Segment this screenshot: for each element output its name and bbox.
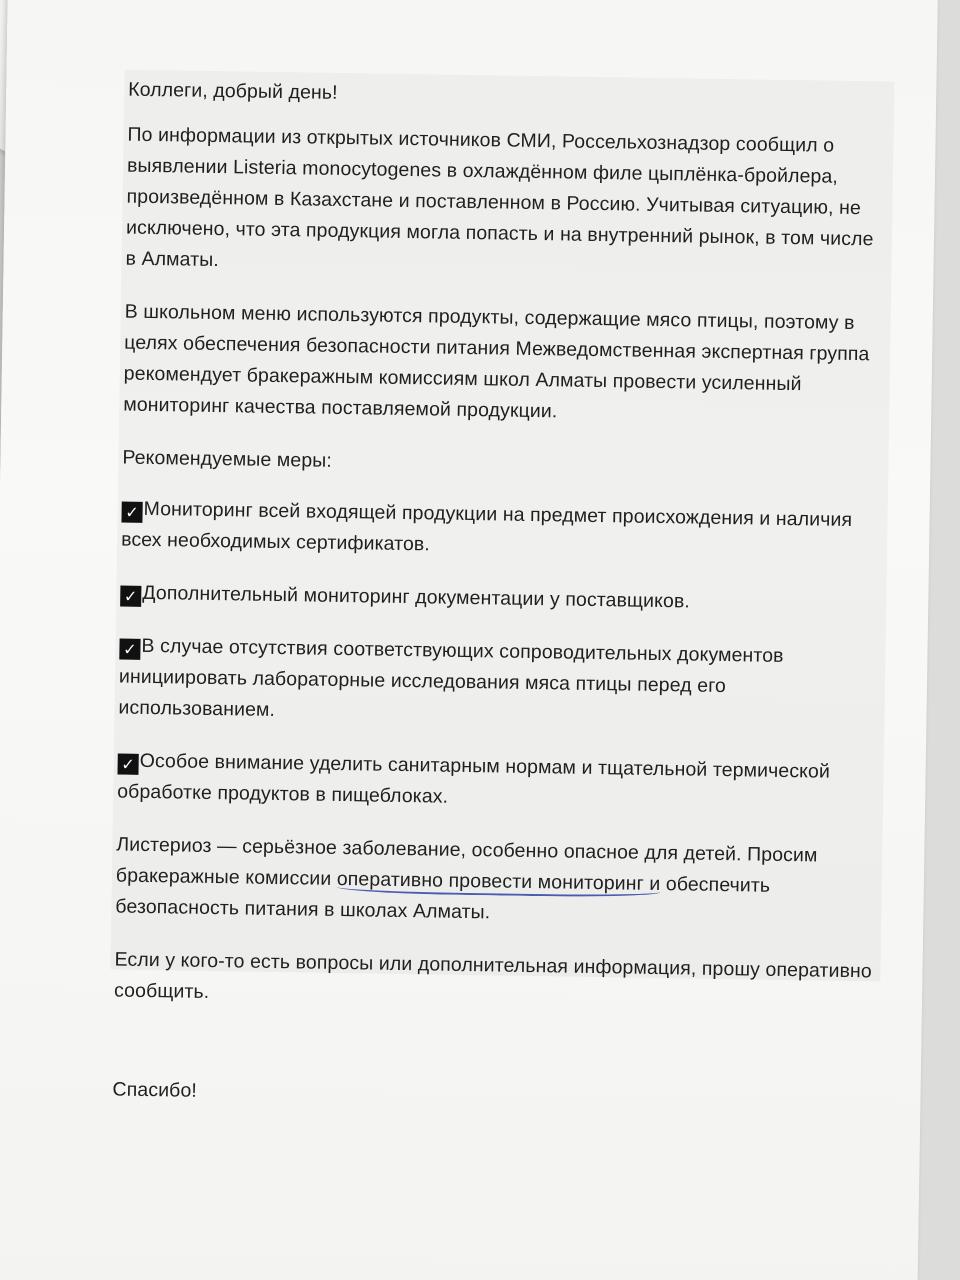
pen-underlined-phrase: оперативно провести мониторинг и — [337, 868, 661, 898]
measure-text: Дополнительный мониторинг документации у поставщиков. — [142, 581, 691, 613]
measure-text: Мониторинг всей входящей продукции на предмет происхождения и наличия всех необходимых сертификатов. — [120, 497, 853, 556]
measure-item-3 — [118, 631, 879, 736]
measure-item-4 — [117, 746, 878, 820]
measures-title: Рекомендуемые меры: — [122, 446, 333, 472]
closing-thanks: Спасибо! — [112, 1078, 198, 1102]
listeriosis-text-start: Листериоз — серьёзное заболевание, особенно опасное для детей. Просим бракеражные комиссии — [115, 833, 818, 890]
measure-text: Особое внимание уделить санитарным нормам и тщательной термической обработке продуктов в пищеблоках. — [117, 749, 831, 808]
measure-text: В случае отсутствия соответствующих сопроводительных документов инициировать лабораторные исследования мяса птицы перед его использованием. — [118, 634, 784, 721]
check-icon: ✓ — [120, 586, 141, 607]
check-icon: ✓ — [117, 754, 138, 775]
paragraph-intro: По информации из открытых источников СМИ, Россельхознадзор сообщил о выявлении Listeria monocytogenes в охлаждённом филе цыплёнка-бройлера, произведённом в Казахстане и поставленном в Россию. Учитывая ситуацию, не исключено, что эта продукция могла попасть и на внутренний рынок, в том числе в Алматы. — [125, 123, 874, 272]
letter-body — [112, 75, 888, 1140]
paragraph-school-menu: В школьном меню используются продукты, содержащие мясо птицы, поэтому в целях обеспечения безопасности питания Межведомственная экспертная группа рекомендует бракеражным комиссиям школ Алматы провести усиленный мониторинг качества поставляемой продукции. — [123, 300, 870, 423]
greeting: Коллеги, добрый день! — [128, 78, 338, 104]
check-icon: ✓ — [121, 502, 142, 523]
measure-item-2 — [120, 578, 880, 621]
measure-item-1 — [121, 494, 882, 568]
paragraph-questions: Если у кого-то есть вопросы или дополнительная информация, прошу оперативно сообщить. — [113, 948, 872, 1003]
paragraph-listeriosis — [115, 830, 876, 935]
check-icon: ✓ — [119, 639, 140, 660]
listeriosis-text-end: обеспечить безопасность питания в школах Алматы. — [115, 873, 771, 924]
